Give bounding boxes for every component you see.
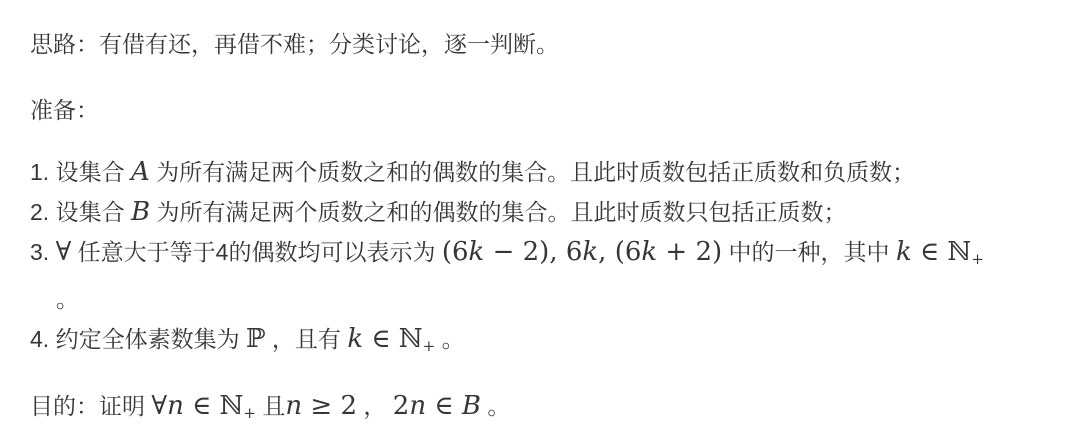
math-variable: A [130, 157, 150, 187]
math-operator: ∈ [426, 391, 462, 421]
list-item-4 [30, 319, 1052, 366]
goal-line [30, 386, 1052, 433]
prep-list [30, 152, 1052, 366]
text-run: 准备： [30, 97, 99, 123]
math-subscript: + [422, 337, 436, 355]
math-number: , (6 [598, 237, 642, 267]
math-variable: k [582, 237, 599, 267]
math-variable: k [641, 237, 658, 267]
text-run: 4. 约定全体素数集为 [30, 326, 246, 352]
math-operator: − [484, 237, 523, 267]
text-run: 且 [255, 393, 286, 419]
math-operator: ∀ [151, 391, 168, 421]
text-run: 目的：证明 [30, 393, 152, 419]
math-variable: B [130, 197, 151, 227]
math-number: 2 [392, 391, 410, 421]
math-operator: ≥ [302, 391, 341, 421]
math-set-symbol: ℕ [398, 324, 423, 354]
list-item-1 [30, 152, 1052, 192]
thought-line [30, 24, 1052, 64]
text-run: 中的一种，其中 [722, 239, 896, 265]
math-number: (6 [441, 237, 469, 267]
prep-heading [30, 90, 1052, 130]
math-variable: k [347, 324, 364, 354]
list-item-2 [30, 192, 1052, 232]
text-run: 1. 设集合 [30, 159, 131, 185]
math-variable: k [468, 237, 485, 267]
math-variable: n [167, 391, 184, 421]
text-run: 。 [435, 326, 465, 352]
math-operator: ∈ [911, 237, 948, 267]
text-run: ，且有 [265, 326, 348, 352]
math-set-symbol: ℕ [947, 237, 972, 267]
math-variable: B [461, 391, 481, 421]
math-variable: n [285, 391, 303, 421]
math-subscript: + [971, 250, 984, 268]
text-run: 任意大于等于4的偶数均可以表示为 [71, 239, 442, 265]
math-number: 2), 6 [522, 237, 583, 267]
text-run: 思路：有借有还，再借不难；分类讨论，逐一判断。 [30, 31, 559, 57]
math-number: 2 [340, 391, 357, 421]
list-item-3-continuation [30, 279, 1052, 319]
math-number: 2) [695, 237, 723, 267]
math-operator: ∈ [183, 391, 220, 421]
math-operator: ∀ [55, 237, 72, 267]
math-operator: + [657, 237, 696, 267]
math-set-symbol: ℙ [245, 324, 266, 354]
math-subscript: + [243, 404, 256, 422]
text-run: 。 [56, 286, 79, 312]
math-operator: ∈ [363, 324, 399, 354]
math-variable: n [409, 391, 427, 421]
math-variable: k [895, 237, 912, 267]
text-run: 为所有满足两个质数之和的偶数的集合。且此时质数只包括正质数； [150, 199, 847, 225]
text-run: 为所有满足两个质数之和的偶数的集合。且此时质数包括正质数和负质数； [149, 159, 916, 185]
text-run: 。 [480, 393, 511, 419]
text-run: 2. 设集合 [30, 199, 131, 225]
list-item-3 [30, 232, 1052, 279]
text-run: ， [356, 393, 393, 419]
text-run: 3. [30, 239, 56, 265]
math-set-symbol: ℕ [219, 391, 244, 421]
